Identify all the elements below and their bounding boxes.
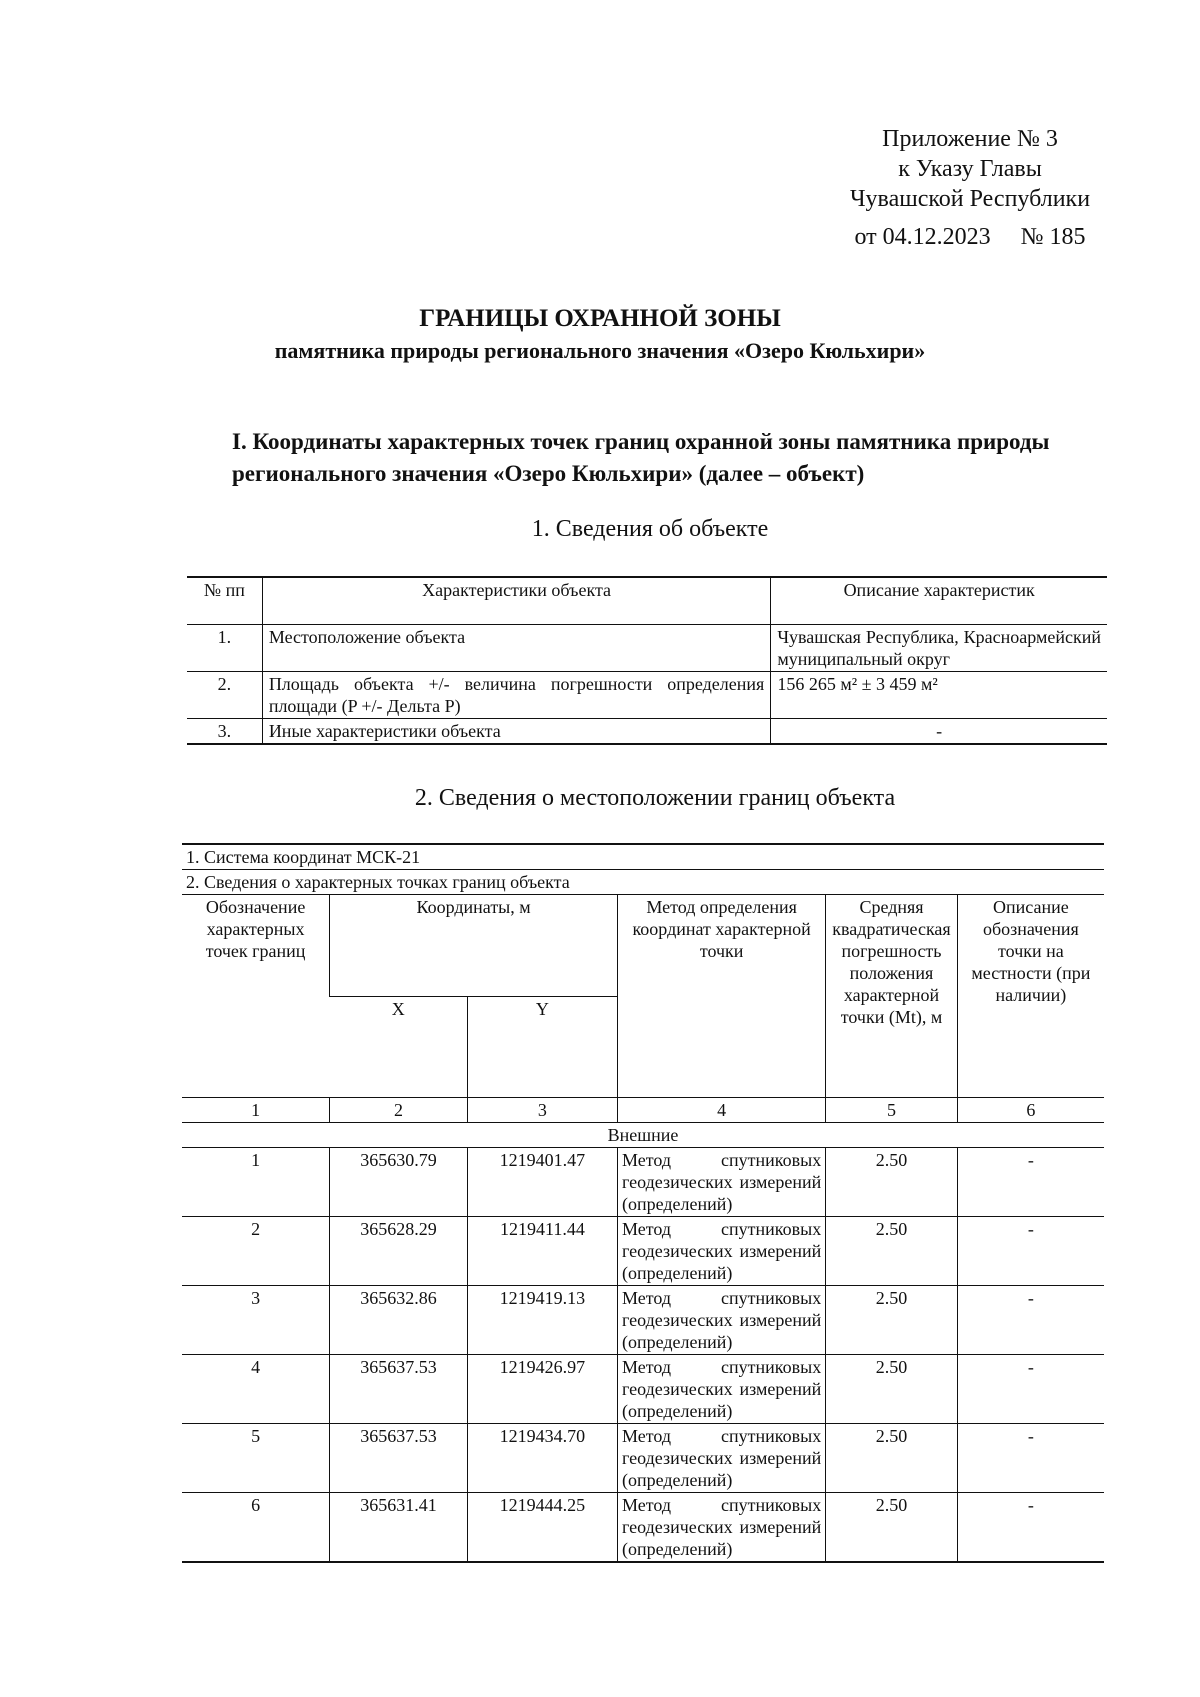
point-method: Метод спутниковых геодезических измерений (определений) [618,1217,826,1286]
table-row [187,625,1107,672]
row-description: Чувашская Республика, Красноармейский муниципальный округ [771,625,1107,672]
header-characteristic: Характеристики объекта [262,577,771,625]
column-numbers-row [182,1098,1104,1123]
header-designation: Обозначение характерных точек границ [182,895,330,1098]
group-label: Внешние [182,1123,1104,1148]
point-description: - [957,1148,1104,1217]
points-info-row [182,870,1104,895]
point-id: 6 [182,1493,330,1563]
table-row [187,719,1107,745]
point-error: 2.50 [826,1217,958,1286]
point-id: 5 [182,1424,330,1493]
point-description: - [957,1424,1104,1493]
column-number: 3 [467,1098,617,1123]
point-x: 365632.86 [330,1286,468,1355]
appendix-decree: к Указу Главы [898,156,1042,182]
point-method: Метод спутниковых геодезических измерений (определений) [618,1286,826,1355]
header-description: Описание характеристик [771,577,1107,625]
header-point-description: Описание обозначения точки на местности (при наличии) [957,895,1104,1098]
column-number: 1 [182,1098,330,1123]
header-x: X [330,996,468,1098]
point-description: - [957,1355,1104,1424]
point-x: 365631.41 [330,1493,468,1563]
object-info-table [187,576,1107,745]
header-y: Y [467,996,617,1098]
points-info: 2. Сведения о характерных точках границ объекта [182,870,1104,895]
row-num: 3. [187,719,262,745]
table-row [187,672,1107,719]
table-row [182,1493,1104,1563]
point-x: 365630.79 [330,1148,468,1217]
point-id: 2 [182,1217,330,1286]
header-num: № пп [187,577,262,625]
table-row [182,1355,1104,1424]
column-number: 5 [826,1098,958,1123]
point-id: 4 [182,1355,330,1424]
row-characteristic: Иные характеристики объекта [262,719,771,745]
header-row-1 [182,895,1104,997]
point-error: 2.50 [826,1148,958,1217]
appendix-title: Приложение № 3 [882,126,1058,152]
table-row [182,1424,1104,1493]
coord-system: 1. Система координат МСК-21 [182,844,1104,870]
header-method: Метод определения координат характерной точки [618,895,826,1098]
column-number: 4 [618,1098,826,1123]
table-row [182,1217,1104,1286]
point-error: 2.50 [826,1286,958,1355]
column-number: 2 [330,1098,468,1123]
row-description: 156 265 м² ± 3 459 м² [771,672,1107,719]
point-method: Метод спутниковых геодезических измерений (определений) [618,1355,826,1424]
header-error: Средняя квадратическая погрешность положения характерной точки (Mt), м [826,895,958,1098]
point-id: 1 [182,1148,330,1217]
point-description: - [957,1217,1104,1286]
point-y: 1219411.44 [467,1217,617,1286]
table-row [182,1148,1104,1217]
point-description: - [957,1493,1104,1563]
point-method: Метод спутниковых геодезических измерений (определений) [618,1148,826,1217]
table-header-row [187,577,1107,625]
row-num: 2. [187,672,262,719]
appendix-republic: Чувашской Республики [849,186,1091,212]
point-method: Метод спутниковых геодезических измерений (определений) [618,1424,826,1493]
table-row [182,1286,1104,1355]
point-x: 365637.53 [330,1355,468,1424]
section-heading: I. Координаты характерных точек границ охранной зоны памятника природы регионального значения «Озеро Кюльхири» (далее – объект) [232,429,1050,486]
point-description: - [957,1286,1104,1355]
point-x: 365628.29 [330,1217,468,1286]
point-y: 1219444.25 [467,1493,617,1563]
subsection-heading-boundaries: 2. Сведения о местоположении границ объекта [414,785,896,811]
point-error: 2.50 [826,1493,958,1563]
document-subtitle: памятника природы регионального значения «Озеро Кюльхири» [274,338,926,363]
group-row [182,1123,1104,1148]
row-num: 1. [187,625,262,672]
header-coordinates: Координаты, м [330,895,618,997]
point-error: 2.50 [826,1355,958,1424]
boundary-points-table [182,843,1104,1563]
point-y: 1219401.47 [467,1148,617,1217]
point-y: 1219419.13 [467,1286,617,1355]
row-description: - [771,719,1107,745]
appendix-date-line [820,222,1120,252]
appendix-date: от 04.12.2023 [854,224,991,250]
subsection-heading-object-info: 1. Сведения об объекте [531,516,769,542]
row-characteristic: Площадь объекта +/- величина погрешности определения площади (P +/- Дельта P) [262,672,771,719]
point-error: 2.50 [826,1424,958,1493]
point-id: 3 [182,1286,330,1355]
point-y: 1219434.70 [467,1424,617,1493]
appendix-number: № 185 [1020,224,1086,250]
row-characteristic: Местоположение объекта [262,625,771,672]
point-method: Метод спутниковых геодезических измерений (определений) [618,1493,826,1563]
column-number: 6 [957,1098,1104,1123]
appendix-block [820,124,1120,252]
document-title: ГРАНИЦЫ ОХРАННОЙ ЗОНЫ [419,305,781,332]
point-x: 365637.53 [330,1424,468,1493]
point-y: 1219426.97 [467,1355,617,1424]
coord-system-row [182,844,1104,870]
